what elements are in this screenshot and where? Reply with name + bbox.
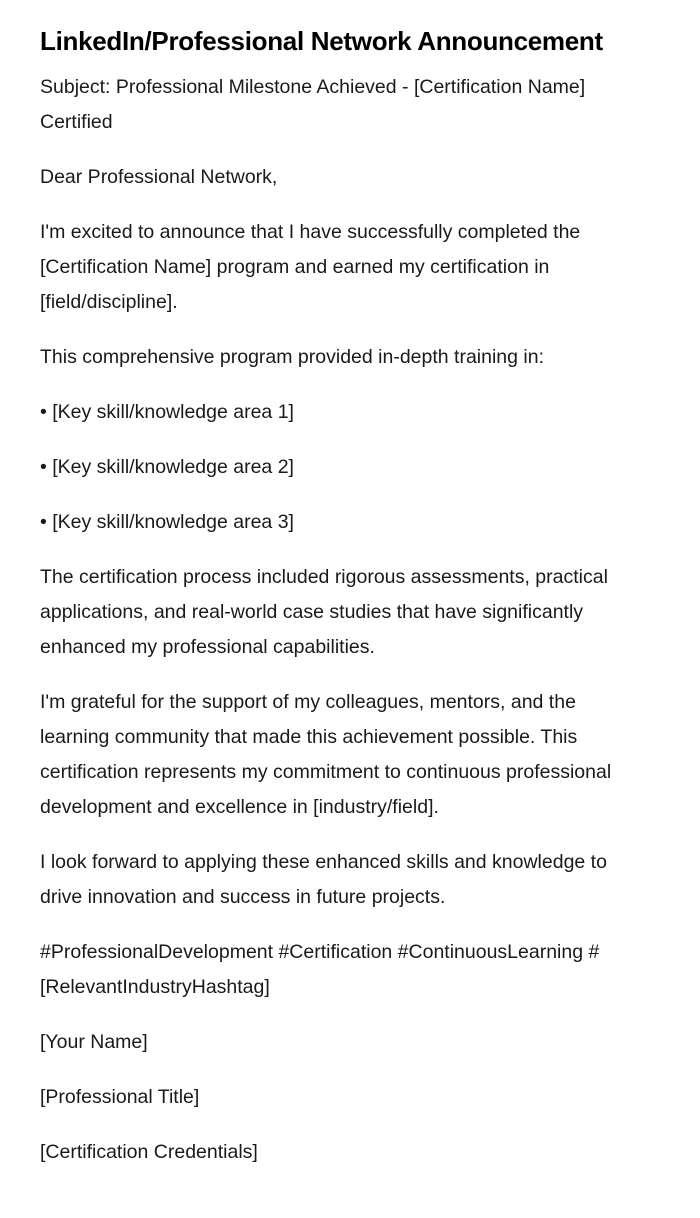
signature-name: [Your Name] <box>40 1031 148 1053</box>
subject-line: Subject: Professional Milestone Achieved - [Certification Name] Certified <box>40 76 586 133</box>
intro-paragraph: I'm excited to announce that I have successfully completed the [Certification Name] program and earned my certification in [field/discipline]. <box>40 221 581 313</box>
bullet-item: • [Key skill/knowledge area 2] <box>40 456 294 478</box>
signature-credentials: [Certification Credentials] <box>40 1141 258 1163</box>
gratitude-paragraph: I'm grateful for the support of my colleagues, mentors, and the learning community that made this achievement possible. This certification represents my commitment to continuous professional development and excellence in [industry/field]. <box>40 691 612 818</box>
training-intro-paragraph: This comprehensive program provided in-depth training in: <box>40 346 545 368</box>
hashtags: #ProfessionalDevelopment #Certification #ContinuousLearning #[RelevantIndustryHashtag] <box>40 941 600 998</box>
bullet-item: • [Key skill/knowledge area 3] <box>40 511 294 533</box>
process-paragraph: The certification process included rigorous assessments, practical applications, and real-world case studies that have significantly enhanced my professional capabilities. <box>40 566 608 658</box>
signature-title: [Professional Title] <box>40 1086 200 1108</box>
document-title: LinkedIn/Professional Network Announcement <box>40 26 603 56</box>
greeting: Dear Professional Network, <box>40 166 278 188</box>
bullet-item: • [Key skill/knowledge area 1] <box>40 401 294 423</box>
forward-paragraph: I look forward to applying these enhanced skills and knowledge to drive innovation and success in future projects. <box>40 851 607 908</box>
